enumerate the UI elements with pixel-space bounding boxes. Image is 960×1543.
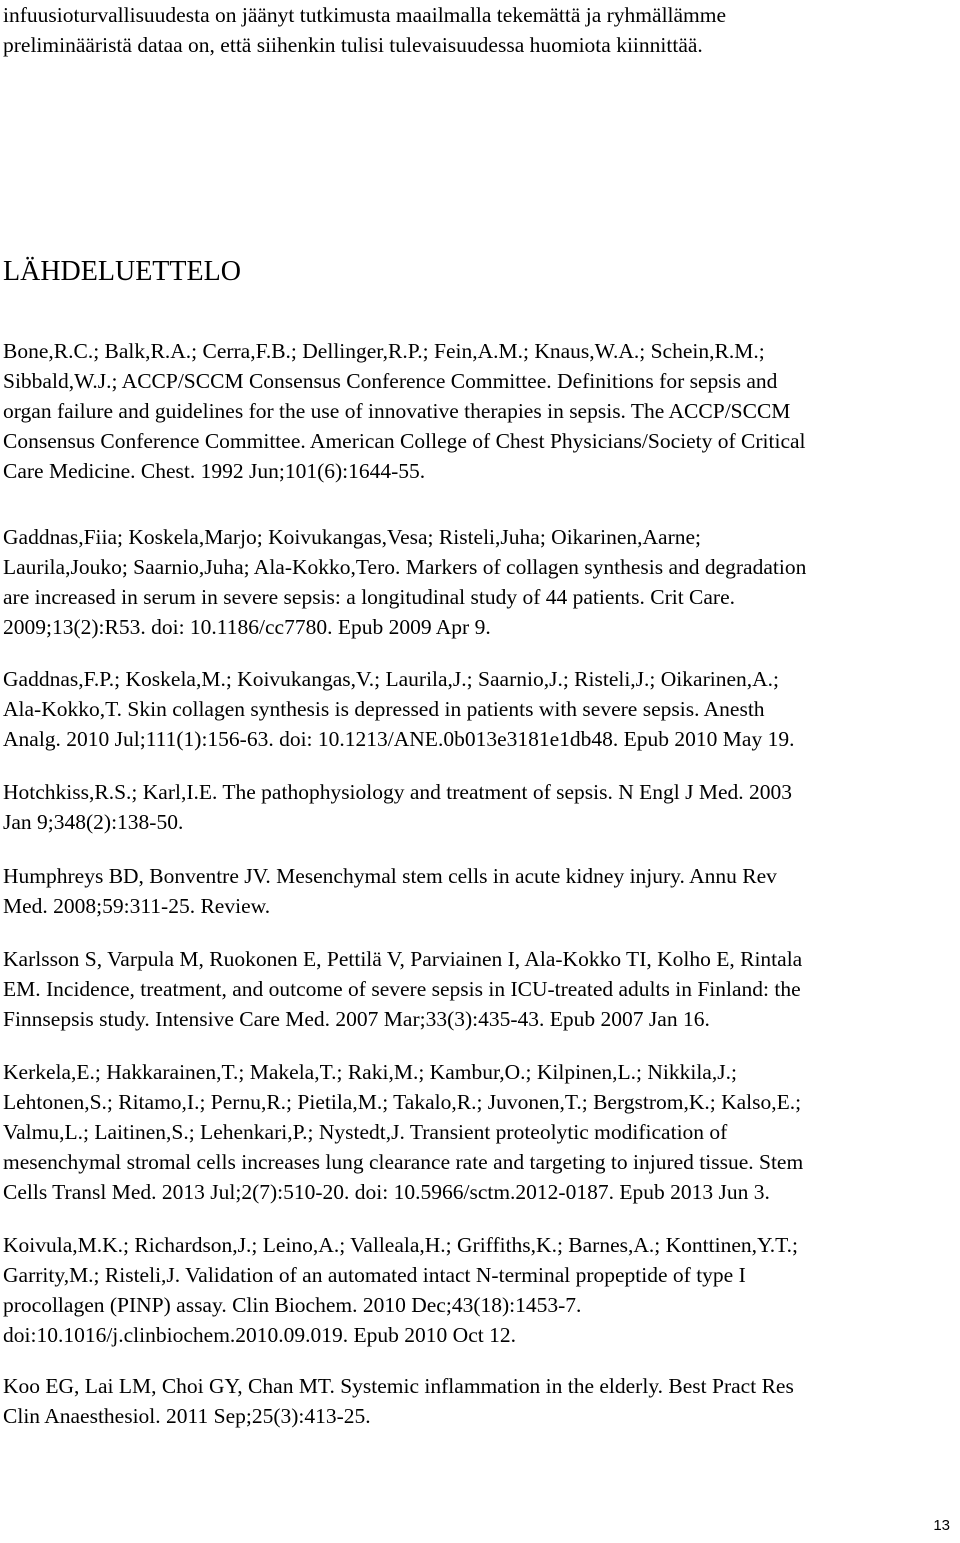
intro-line: preliminääristä dataa on, että siihenkin tulisi tulevaisuudessa huomiota kiinnittää. bbox=[3, 33, 703, 57]
reference-line: Clin Anaesthesiol. 2011 Sep;25(3):413-25. bbox=[3, 1404, 371, 1428]
reference-line: Ala-Kokko,T. Skin collagen synthesis is depressed in patients with severe sepsis. Anesth bbox=[3, 697, 765, 721]
reference-line: Analg. 2010 Jul;111(1):156-63. doi: 10.1213/ANE.0b013e3181e1db48. Epub 2010 May 19. bbox=[3, 727, 795, 751]
reference-entry bbox=[3, 1057, 803, 1207]
intro-line: infuusioturvallisuudesta on jäänyt tutkimusta maailmalla tekemättä ja ryhmällämme bbox=[3, 3, 727, 27]
reference-line: Humphreys BD, Bonventre JV. Mesenchymal stem cells in acute kidney injury. Annu Rev bbox=[3, 864, 777, 888]
page-number: 13 bbox=[933, 1517, 950, 1534]
reference-line: organ failure and guidelines for the use of innovative therapies in sepsis. The ACCP/SCCM bbox=[3, 399, 791, 423]
reference-entry bbox=[3, 944, 802, 1034]
reference-line: are increased in serum in severe sepsis: a longitudinal study of 44 patients. Crit Care. bbox=[3, 585, 736, 609]
reference-line: Koo EG, Lai LM, Choi GY, Chan MT. Systemic inflammation in the elderly. Best Pract Res bbox=[3, 1374, 794, 1398]
reference-line: Care Medicine. Chest. 1992 Jun;101(6):1644-55. bbox=[3, 459, 426, 483]
reference-line: EM. Incidence, treatment, and outcome of severe sepsis in ICU-treated adults in Finland: the bbox=[3, 977, 801, 1001]
reference-line: Garrity,M.; Risteli,J. Validation of an automated intact N-terminal propeptide of type I bbox=[3, 1263, 746, 1287]
reference-line: Gaddnas,Fiia; Koskela,Marjo; Koivukangas,Vesa; Risteli,Juha; Oikarinen,Aarne; bbox=[3, 525, 702, 549]
reference-entry bbox=[3, 861, 777, 921]
reference-line: Laurila,Jouko; Saarnio,Juha; Ala-Kokko,Tero. Markers of collagen synthesis and degradation bbox=[3, 555, 807, 579]
reference-entry bbox=[3, 664, 794, 754]
reference-line: doi:10.1016/j.clinbiochem.2010.09.019. Epub 2010 Oct 12. bbox=[3, 1323, 516, 1347]
reference-line: Sibbald,W.J.; ACCP/SCCM Consensus Conference Committee. Definitions for sepsis and bbox=[3, 369, 778, 393]
reference-line: Consensus Conference Committee. American College of Chest Physicians/Society of Critical bbox=[3, 429, 806, 453]
reference-line: Valmu,L.; Laitinen,S.; Lehenkari,P.; Nystedt,J. Transient proteolytic modification of bbox=[3, 1120, 728, 1144]
intro-paragraph bbox=[3, 0, 726, 60]
reference-line: Bone,R.C.; Balk,R.A.; Cerra,F.B.; Dellinger,R.P.; Fein,A.M.; Knaus,W.A.; Schein,R.M.; bbox=[3, 339, 765, 363]
reference-line: Jan 9;348(2):138-50. bbox=[3, 810, 184, 834]
reference-entry bbox=[3, 336, 806, 486]
references-heading: LÄHDELUETTELO bbox=[3, 256, 241, 287]
reference-line: Gaddnas,F.P.; Koskela,M.; Koivukangas,V.; Laurila,J.; Saarnio,J.; Risteli,J.; Oikarinen,A.; bbox=[3, 667, 779, 691]
reference-line: Lehtonen,S.; Ritamo,I.; Pernu,R.; Pietila,M.; Takalo,R.; Juvonen,T.; Bergstrom,K.; Kalso,E.; bbox=[3, 1090, 802, 1114]
reference-line: procollagen (PINP) assay. Clin Biochem. 2010 Dec;43(18):1453-7. bbox=[3, 1293, 582, 1317]
reference-line: Hotchkiss,R.S.; Karl,I.E. The pathophysiology and treatment of sepsis. N Engl J Med. 2003 bbox=[3, 780, 793, 804]
reference-line: Finnsepsis study. Intensive Care Med. 2007 Mar;33(3):435-43. Epub 2007 Jan 16. bbox=[3, 1007, 710, 1031]
reference-line: 2009;13(2):R53. doi: 10.1186/cc7780. Epub 2009 Apr 9. bbox=[3, 615, 491, 639]
reference-entry bbox=[3, 1230, 798, 1350]
reference-line: Koivula,M.K.; Richardson,J.; Leino,A.; Valleala,H.; Griffiths,K.; Barnes,A.; Konttinen,Y.T.; bbox=[3, 1233, 799, 1257]
reference-line: Kerkela,E.; Hakkarainen,T.; Makela,T.; Raki,M.; Kambur,O.; Kilpinen,L.; Nikkila,J.; bbox=[3, 1060, 737, 1084]
reference-line: Cells Transl Med. 2013 Jul;2(7):510-20. doi: 10.5966/sctm.2012-0187. Epub 2013 Jun 3. bbox=[3, 1180, 770, 1204]
reference-entry bbox=[3, 777, 792, 837]
reference-entry bbox=[3, 522, 806, 642]
reference-entry bbox=[3, 1371, 794, 1431]
reference-line: mesenchymal stromal cells increases lung clearance rate and targeting to injured tissue. Stem bbox=[3, 1150, 804, 1174]
reference-line: Karlsson S, Varpula M, Ruokonen E, Pettilä V, Parviainen I, Ala-Kokko TI, Kolho E, Rintala bbox=[3, 947, 803, 971]
reference-line: Med. 2008;59:311-25. Review. bbox=[3, 894, 271, 918]
